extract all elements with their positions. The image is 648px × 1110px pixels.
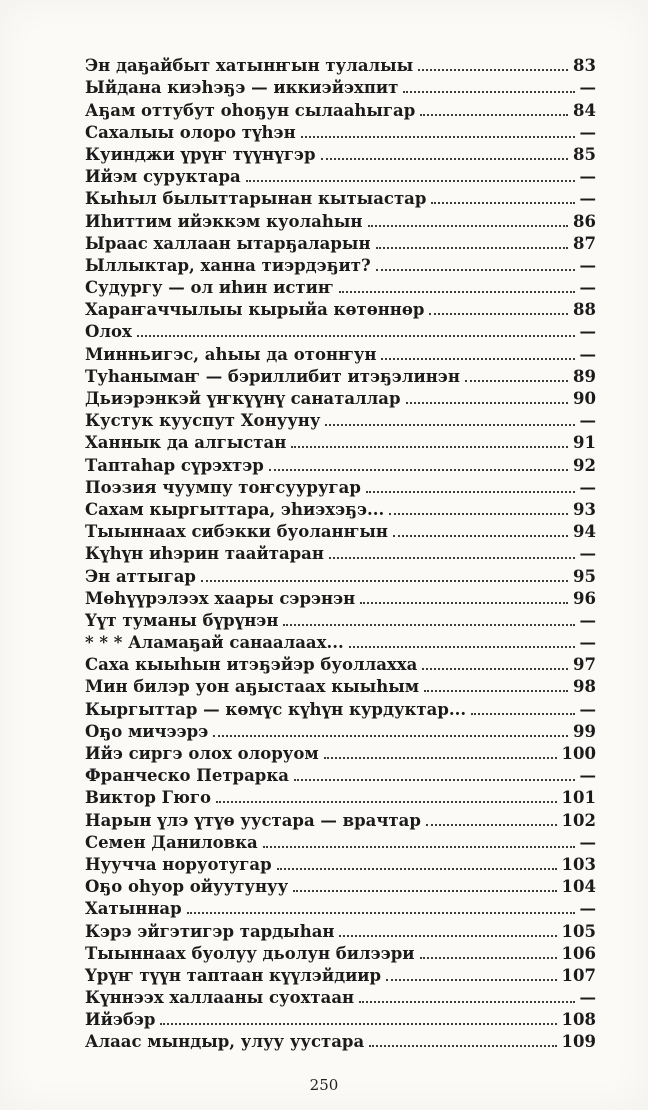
toc-dotted-leader — [360, 602, 568, 604]
toc-dotted-leader — [201, 580, 568, 582]
toc-entry-page: — — [579, 122, 596, 142]
toc-entry-page: 87 — [573, 233, 596, 253]
toc-dotted-leader — [283, 624, 574, 626]
toc-entry-title: * * * Аламаҕай санаалаах... — [85, 633, 344, 653]
toc-entry — [85, 942, 596, 964]
toc-dotted-leader — [465, 380, 568, 382]
toc-dotted-leader — [381, 358, 574, 360]
toc-entry — [85, 76, 596, 98]
toc-entry — [85, 542, 596, 564]
toc-entry-page: 109 — [561, 1032, 596, 1052]
toc-entry — [85, 143, 596, 165]
toc-entry-title: Кыһыл былыттарынан кытыастар — [85, 189, 427, 209]
toc-entry — [85, 409, 596, 431]
toc-entry-title: Туһанымаҥ — бэриллибит итэҕэлинэн — [85, 366, 460, 386]
toc-entry — [85, 964, 596, 986]
toc-entry — [85, 320, 596, 342]
toc-entry — [85, 254, 596, 276]
toc-entry-page: 95 — [573, 566, 596, 586]
table-of-contents — [85, 54, 596, 1052]
toc-entry-title: Иһиттим ийэккэм куолаһын — [85, 211, 363, 231]
toc-entry-title: Ыйдана киэһэҕэ — иккиэйэхпит — [85, 78, 399, 98]
toc-entry-page: 91 — [573, 433, 596, 453]
toc-entry-title: Мин билэр уон аҕыстаах кыыһым — [85, 677, 420, 697]
toc-entry-title: Поэзия чуумпу тоҥсууругар — [85, 477, 361, 497]
toc-entry-page: — — [579, 322, 596, 342]
toc-entry-page: 98 — [573, 677, 596, 697]
toc-entry-title: Кэрэ эйгэтигэр тардыһан — [85, 921, 335, 941]
toc-entry-page: 99 — [573, 721, 596, 741]
toc-entry-page: 92 — [573, 455, 596, 475]
toc-entry — [85, 609, 596, 631]
toc-entry — [85, 276, 596, 298]
toc-entry-title: Франческо Петрарка — [85, 766, 289, 786]
toc-entry — [85, 764, 596, 786]
toc-entry-page: 94 — [573, 522, 596, 542]
toc-entry-title: Ыраас халлаан ытарҕаларын — [85, 233, 371, 253]
toc-dotted-leader — [187, 912, 575, 914]
toc-dotted-leader — [389, 513, 568, 515]
toc-entry-page: — — [579, 344, 596, 364]
toc-entry-page: — — [579, 899, 596, 919]
toc-entry-page: 86 — [573, 211, 596, 231]
toc-entry-title: Нарын үлэ үтүө уустара — врачтар — [85, 810, 421, 830]
toc-entry-title: Тыыннаах сибэкки буоланҥын — [85, 522, 388, 542]
toc-entry-title: Семен Даниловка — [85, 832, 258, 852]
toc-entry-title: Хатыннар — [85, 899, 182, 919]
toc-entry-title: Сахалыы олоро түһэн — [85, 122, 296, 142]
toc-entry-title: Ханнык да алгыстан — [85, 433, 287, 453]
toc-entry-title: Судургу — ол иһин истиҥ — [85, 278, 334, 298]
toc-dotted-leader — [321, 158, 569, 160]
toc-entry — [85, 919, 596, 941]
toc-entry — [85, 431, 596, 453]
toc-entry-page: 89 — [573, 366, 596, 386]
toc-entry-page: 107 — [561, 965, 596, 985]
toc-entry-page: 106 — [561, 943, 596, 963]
toc-entry-page: 104 — [561, 877, 596, 897]
toc-entry — [85, 98, 596, 120]
toc-entry-page: 101 — [561, 788, 596, 808]
toc-entry-title: Күһүн иһэрин таайтаран — [85, 544, 324, 564]
toc-dotted-leader — [420, 114, 568, 116]
toc-entry — [85, 587, 596, 609]
toc-dotted-leader — [368, 225, 569, 227]
toc-entry-page: — — [579, 544, 596, 564]
toc-entry-page: 83 — [573, 56, 596, 76]
toc-entry-title: Минньигэс, аһыы да отонҥун — [85, 344, 377, 364]
toc-entry-title: Ийэ сиргэ олох олоруом — [85, 744, 319, 763]
toc-dotted-leader — [293, 890, 556, 892]
toc-entry — [85, 342, 596, 364]
toc-dotted-leader — [426, 824, 557, 826]
toc-entry-title: Эн даҕайбыт хатынҥын тулалыы — [85, 56, 414, 76]
toc-entry-title: Тыыннаах буолуу дьолун билээри — [85, 943, 415, 963]
toc-entry-title: Олох — [85, 322, 132, 342]
toc-dotted-leader — [403, 91, 574, 93]
toc-dotted-leader — [422, 668, 568, 670]
toc-dotted-leader — [418, 69, 568, 71]
toc-dotted-leader — [369, 1045, 556, 1047]
toc-entry-title: Таптаһар сүрэхтэр — [85, 455, 264, 475]
toc-entry-page: — — [579, 167, 596, 187]
toc-dotted-leader — [420, 957, 557, 959]
toc-entry-page: 96 — [573, 588, 596, 608]
toc-entry-title: Алаас мындыр, улуу уустара — [85, 1032, 365, 1052]
toc-entry — [85, 121, 596, 143]
toc-entry — [85, 653, 596, 675]
toc-dotted-leader — [359, 1001, 574, 1003]
toc-dotted-leader — [471, 713, 574, 715]
toc-entry — [85, 54, 596, 76]
toc-entry-title: Оҕо мичээрэ — [85, 721, 209, 741]
toc-entry-page: 97 — [573, 655, 596, 675]
toc-dotted-leader — [339, 291, 575, 293]
toc-dotted-leader — [349, 646, 575, 648]
toc-entry — [85, 742, 596, 764]
toc-entry — [85, 986, 596, 1008]
toc-entry-page: — — [579, 477, 596, 497]
toc-dotted-leader — [301, 136, 575, 138]
toc-entry-page: 105 — [561, 921, 596, 941]
toc-entry-page: — — [579, 988, 596, 1008]
toc-entry — [85, 786, 596, 808]
toc-entry-title: Эн аттыгар — [85, 566, 196, 586]
toc-dotted-leader — [339, 935, 556, 937]
toc-entry — [85, 187, 596, 209]
toc-entry-title: Хараҥаччылыы кырыйа көтөннөр — [85, 300, 425, 320]
toc-dotted-leader — [277, 868, 557, 870]
toc-dotted-leader — [429, 313, 568, 315]
toc-dotted-leader — [406, 402, 568, 404]
toc-entry-title: Кустук кууспут Хонууну — [85, 411, 321, 431]
toc-entry — [85, 564, 596, 586]
toc-dotted-leader — [137, 335, 575, 337]
toc-entry-page: — — [579, 766, 596, 786]
toc-entry-page: — — [579, 78, 596, 98]
toc-entry-title: Үрүҥ түүн таптаан күүлэйдиир — [85, 965, 382, 985]
toc-entry-page: — — [579, 633, 596, 653]
toc-entry — [85, 631, 596, 653]
page-number: 250 — [309, 1076, 339, 1094]
toc-dotted-leader — [246, 180, 575, 182]
toc-entry — [85, 387, 596, 409]
toc-entry-page: — — [579, 610, 596, 630]
toc-dotted-leader — [160, 1023, 556, 1025]
toc-entry-page: 90 — [573, 389, 596, 408]
toc-entry-title: Сахам кыргыттара, эһиэхэҕэ... — [85, 499, 385, 519]
toc-entry-page: 84 — [573, 100, 596, 120]
toc-entry-title: Куинджи үрүҥ түүнүгэр — [85, 144, 316, 164]
toc-entry-page: 88 — [573, 300, 596, 320]
toc-dotted-leader — [269, 469, 568, 471]
toc-dotted-leader — [294, 779, 575, 781]
toc-entry — [85, 476, 596, 498]
toc-entry-title: Ыллыктар, ханна тиэрдэҕит? — [85, 255, 371, 275]
toc-entry — [85, 697, 596, 719]
toc-entry-title: Аҕам оттубут оһоҕун сылааһыгар — [85, 100, 416, 120]
toc-entry — [85, 720, 596, 742]
toc-entry-title: Ийэм суруктара — [85, 167, 241, 187]
toc-entry-title: Виктор Гюго — [85, 788, 212, 808]
toc-entry-title: Саха кыыһын итэҕэйэр буоллахха — [85, 655, 418, 675]
toc-entry — [85, 498, 596, 520]
toc-entry — [85, 232, 596, 254]
toc-dotted-leader — [386, 979, 556, 981]
toc-dotted-leader — [291, 446, 568, 448]
toc-dotted-leader — [213, 735, 568, 737]
toc-entry-page: 102 — [561, 810, 596, 830]
toc-entry-title: Нуучча норуотугар — [85, 854, 272, 874]
toc-dotted-leader — [325, 424, 574, 426]
toc-dotted-leader — [263, 846, 575, 848]
toc-dotted-leader — [329, 557, 575, 559]
toc-entry — [85, 365, 596, 387]
toc-entry — [85, 897, 596, 919]
toc-dotted-leader — [424, 690, 568, 692]
toc-entry — [85, 875, 596, 897]
toc-entry-title: Күннээх халлааны суохтаан — [85, 988, 355, 1008]
toc-dotted-leader — [366, 491, 575, 493]
toc-entry-page: — — [579, 411, 596, 431]
toc-entry-page: — — [579, 255, 596, 275]
toc-entry — [85, 209, 596, 231]
toc-entry-page: — — [579, 189, 596, 209]
toc-entry-page: 100 — [561, 744, 596, 763]
toc-entry-title: Дьиэрэнкэй үҥкүүнү санаталлар — [85, 389, 401, 408]
toc-entry — [85, 298, 596, 320]
toc-entry-page: — — [579, 278, 596, 298]
toc-entry — [85, 808, 596, 830]
toc-entry-page: 85 — [573, 144, 596, 164]
toc-dotted-leader — [376, 247, 569, 249]
toc-entry-page: 108 — [561, 1010, 596, 1030]
toc-dotted-leader — [393, 535, 568, 537]
toc-entry — [85, 675, 596, 697]
toc-entry-title: Мөһүүрэлээх хаары сэрэнэн — [85, 588, 356, 608]
toc-dotted-leader — [431, 202, 574, 204]
toc-entry-title: Кыргыттар — көмүс күһүн курдуктар... — [85, 699, 467, 719]
toc-dotted-leader — [216, 801, 557, 803]
toc-entry — [85, 853, 596, 875]
toc-entry — [85, 453, 596, 475]
toc-dotted-leader — [324, 757, 557, 759]
toc-entry-page: — — [579, 832, 596, 852]
toc-entry-title: Оҕо оһуор ойуутунуу — [85, 877, 289, 897]
toc-entry — [85, 1008, 596, 1030]
toc-entry-title: Ийэбэр — [85, 1010, 156, 1030]
toc-entry — [85, 520, 596, 542]
toc-entry-title: Үүт туманы бүрүнэн — [85, 610, 279, 630]
toc-entry — [85, 165, 596, 187]
toc-entry-page: 103 — [561, 854, 596, 874]
toc-entry-page: 93 — [573, 499, 596, 519]
toc-dotted-leader — [376, 269, 575, 271]
toc-entry — [85, 1030, 596, 1052]
toc-entry — [85, 831, 596, 853]
toc-entry-page: — — [579, 699, 596, 719]
